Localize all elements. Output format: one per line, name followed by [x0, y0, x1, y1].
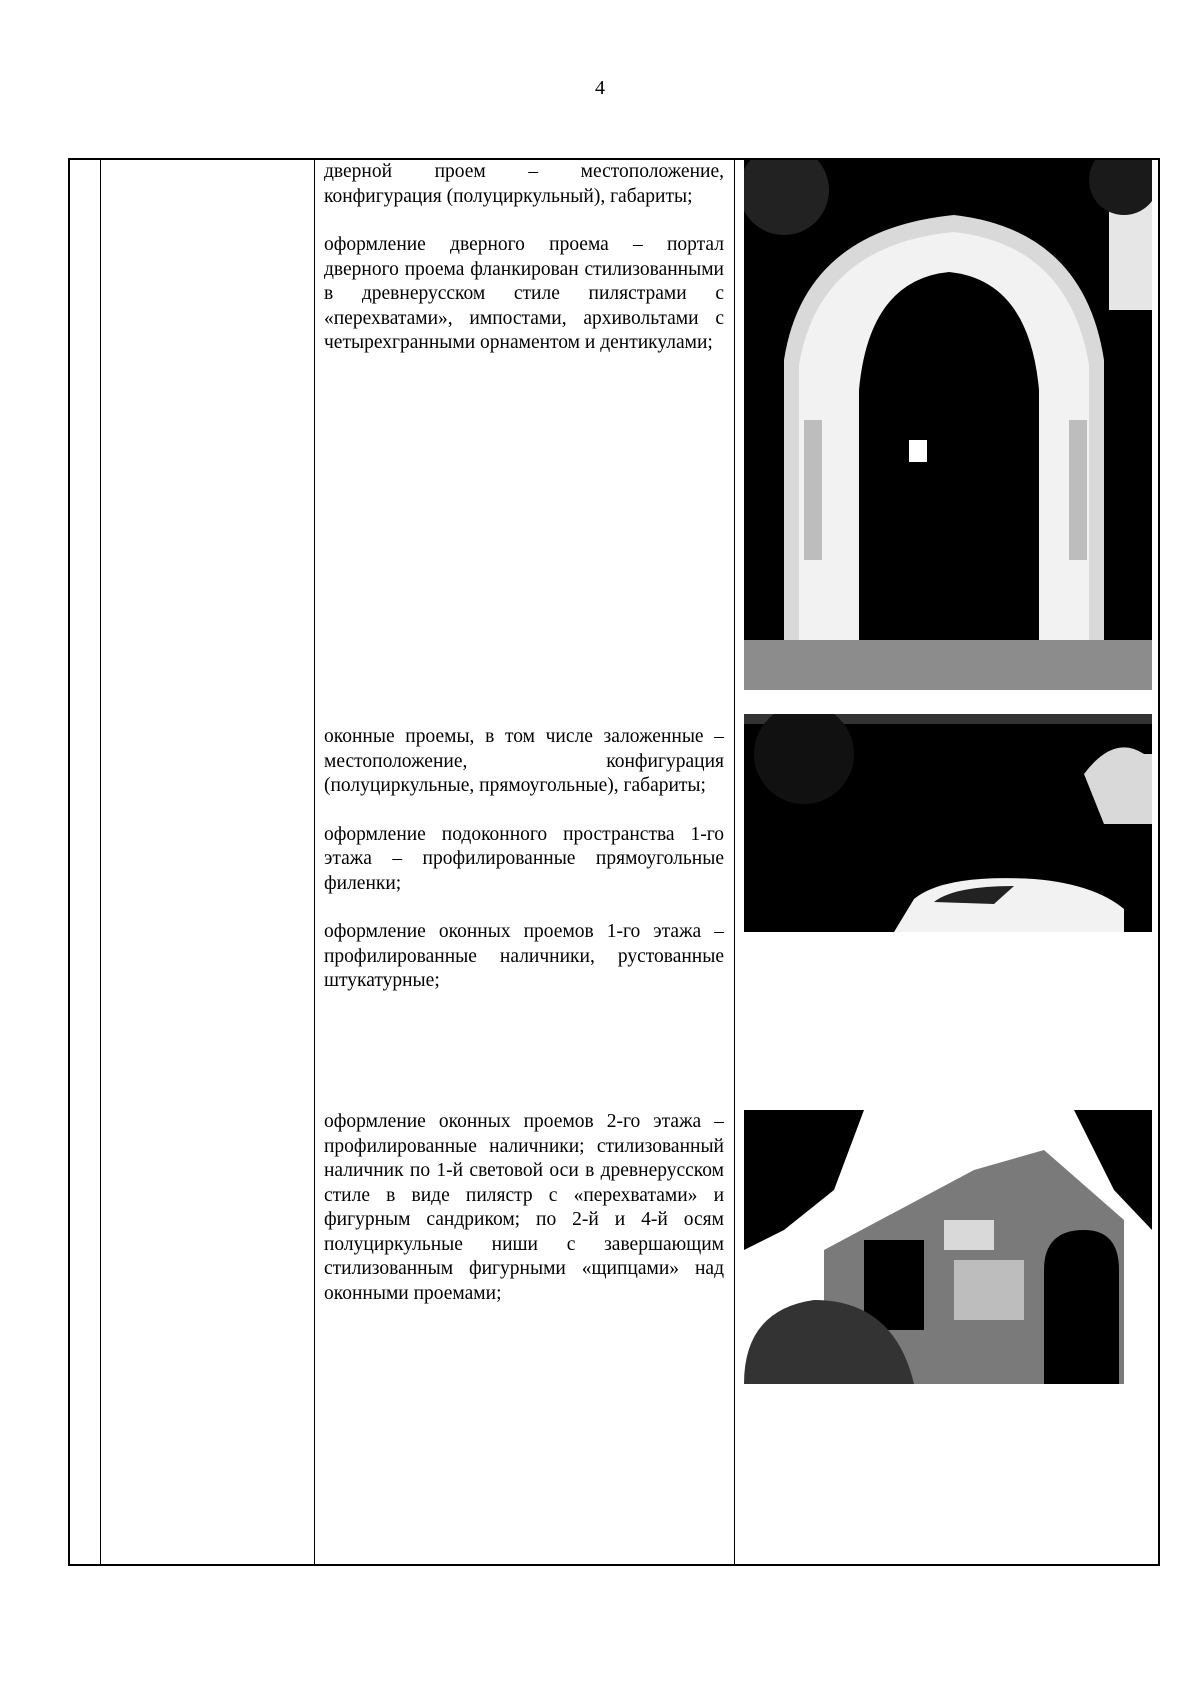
- page-number: 4: [595, 77, 605, 99]
- photo-windows-first-floor: [744, 714, 1152, 932]
- photo-windows-second-floor: [744, 1110, 1152, 1384]
- paragraph-first-floor-windows: оформление оконных проемов 1-го этажа – профилированные наличники, рустованные штукатурные;: [324, 921, 724, 991]
- paragraph-door-opening: дверной проем – местоположение, конфигурация (полуциркульный), габариты;: [324, 161, 724, 207]
- text-block-door: [324, 160, 724, 356]
- photo-doorway: [744, 160, 1152, 690]
- paragraph-sill-decoration: оформление подоконного пространства 1-го этажа – профилированные прямоугольные филенки;: [324, 823, 724, 894]
- paragraph-window-openings: оконные проемы, в том числе заложенные – местоположение, конфигурация (полуциркульные, прямоугольные), габариты;: [324, 726, 724, 796]
- paragraph-second-floor-windows: оформление оконных проемов 2-го этажа – профилированные наличники; стилизованный наличник по 1-й световой оси в древнерусском стиле в виде пилястр с «перехватами» и фигурным сандриком; по 2-й и 4-й осям полуциркульные ниши с завершающим стилизованным фигурными «щипцами» над оконными проемами;: [324, 1111, 724, 1304]
- text-block-windows: [324, 725, 724, 994]
- column-divider: [100, 160, 101, 1564]
- text-block-second-floor: [324, 1110, 724, 1306]
- column-divider: [314, 160, 315, 1564]
- column-divider: [734, 160, 735, 1564]
- paragraph-door-decoration: оформление дверного проема – портал дверного проема фланкирован стилизованными в древнерусском стиле пилястрами с «перехватами», импостами, архивольтами с четырехгранными орнаментом и дентикулами;: [324, 234, 724, 353]
